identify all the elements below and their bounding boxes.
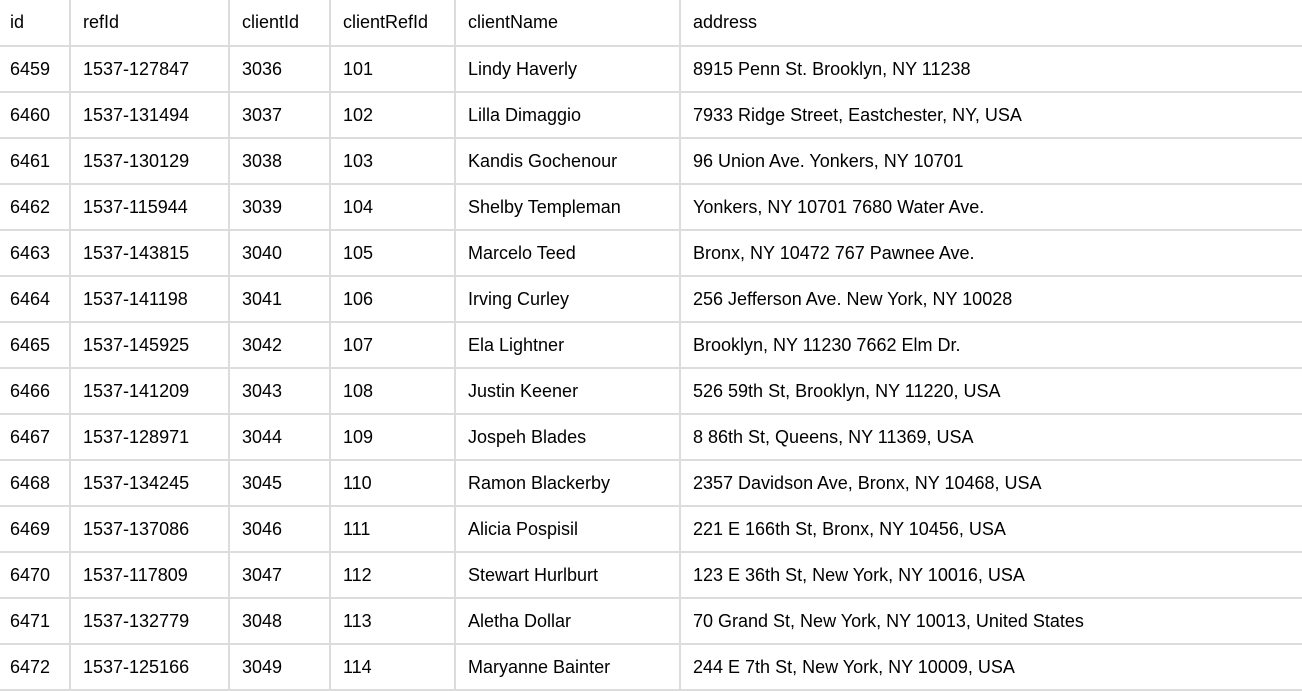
cell-refid[interactable]: 1537-137086 bbox=[70, 506, 229, 552]
cell-clientname[interactable]: Marcelo Teed bbox=[455, 230, 680, 276]
table-row[interactable] bbox=[0, 552, 1302, 598]
cell-clientid[interactable]: 3040 bbox=[229, 230, 330, 276]
table-row[interactable] bbox=[0, 460, 1302, 506]
cell-clientname[interactable]: Alicia Pospisil bbox=[455, 506, 680, 552]
cell-id[interactable]: 6464 bbox=[0, 276, 70, 322]
cell-address[interactable]: 256 Jefferson Ave. New York, NY 10028 bbox=[680, 276, 1302, 322]
cell-id[interactable]: 6467 bbox=[0, 414, 70, 460]
cell-refid[interactable]: 1537-115944 bbox=[70, 184, 229, 230]
cell-refid[interactable]: 1537-141198 bbox=[70, 276, 229, 322]
cell-refid[interactable]: 1537-134245 bbox=[70, 460, 229, 506]
cell-refid[interactable]: 1537-132779 bbox=[70, 598, 229, 644]
cell-clientid[interactable]: 3048 bbox=[229, 598, 330, 644]
cell-clientrefid[interactable]: 114 bbox=[330, 644, 455, 690]
cell-address[interactable]: 70 Grand St, New York, NY 10013, United States bbox=[680, 598, 1302, 644]
cell-clientid[interactable]: 3037 bbox=[229, 92, 330, 138]
column-header-clientid[interactable]: clientId bbox=[229, 0, 330, 46]
cell-id[interactable]: 6465 bbox=[0, 322, 70, 368]
cell-address[interactable]: Yonkers, NY 10701 7680 Water Ave. bbox=[680, 184, 1302, 230]
cell-clientid[interactable]: 3043 bbox=[229, 368, 330, 414]
table-row[interactable] bbox=[0, 92, 1302, 138]
cell-id[interactable]: 6459 bbox=[0, 46, 70, 92]
cell-refid[interactable]: 1537-117809 bbox=[70, 552, 229, 598]
table-row[interactable] bbox=[0, 414, 1302, 460]
cell-clientname[interactable]: Justin Keener bbox=[455, 368, 680, 414]
cell-clientrefid[interactable]: 111 bbox=[330, 506, 455, 552]
cell-clientname[interactable]: Maryanne Bainter bbox=[455, 644, 680, 690]
column-header-id[interactable]: id bbox=[0, 0, 70, 46]
cell-refid[interactable]: 1537-143815 bbox=[70, 230, 229, 276]
cell-clientrefid[interactable]: 103 bbox=[330, 138, 455, 184]
cell-address[interactable]: 244 E 7th St, New York, NY 10009, USA bbox=[680, 644, 1302, 690]
cell-clientid[interactable]: 3047 bbox=[229, 552, 330, 598]
table-row[interactable] bbox=[0, 322, 1302, 368]
cell-clientid[interactable]: 3038 bbox=[229, 138, 330, 184]
column-header-refid[interactable]: refId bbox=[70, 0, 229, 46]
cell-id[interactable]: 6469 bbox=[0, 506, 70, 552]
cell-refid[interactable]: 1537-145925 bbox=[70, 322, 229, 368]
table-row[interactable] bbox=[0, 598, 1302, 644]
cell-id[interactable]: 6468 bbox=[0, 460, 70, 506]
table-row[interactable] bbox=[0, 506, 1302, 552]
cell-clientname[interactable]: Jospeh Blades bbox=[455, 414, 680, 460]
column-header-clientname[interactable]: clientName bbox=[455, 0, 680, 46]
cell-clientrefid[interactable]: 113 bbox=[330, 598, 455, 644]
grid-body bbox=[0, 46, 1302, 690]
cell-id[interactable]: 6461 bbox=[0, 138, 70, 184]
cell-clientname[interactable]: Stewart Hurlburt bbox=[455, 552, 680, 598]
cell-refid[interactable]: 1537-127847 bbox=[70, 46, 229, 92]
cell-clientname[interactable]: Ramon Blackerby bbox=[455, 460, 680, 506]
cell-address[interactable]: 96 Union Ave. Yonkers, NY 10701 bbox=[680, 138, 1302, 184]
cell-id[interactable]: 6466 bbox=[0, 368, 70, 414]
cell-clientid[interactable]: 3036 bbox=[229, 46, 330, 92]
cell-id[interactable]: 6471 bbox=[0, 598, 70, 644]
table-row[interactable] bbox=[0, 644, 1302, 690]
cell-refid[interactable]: 1537-128971 bbox=[70, 414, 229, 460]
column-header-clientrefid[interactable]: clientRefId bbox=[330, 0, 455, 46]
cell-refid[interactable]: 1537-130129 bbox=[70, 138, 229, 184]
table-row[interactable] bbox=[0, 46, 1302, 92]
cell-clientrefid[interactable]: 112 bbox=[330, 552, 455, 598]
cell-address[interactable]: 2357 Davidson Ave, Bronx, NY 10468, USA bbox=[680, 460, 1302, 506]
cell-clientid[interactable]: 3045 bbox=[229, 460, 330, 506]
cell-clientid[interactable]: 3049 bbox=[229, 644, 330, 690]
table-row[interactable] bbox=[0, 230, 1302, 276]
column-header-address[interactable]: address bbox=[680, 0, 1302, 46]
cell-clientrefid[interactable]: 107 bbox=[330, 322, 455, 368]
cell-address[interactable]: 8 86th St, Queens, NY 11369, USA bbox=[680, 414, 1302, 460]
cell-address[interactable]: 8915 Penn St. Brooklyn, NY 11238 bbox=[680, 46, 1302, 92]
cell-address[interactable]: 526 59th St, Brooklyn, NY 11220, USA bbox=[680, 368, 1302, 414]
header-row bbox=[0, 0, 1302, 46]
cell-address[interactable]: Brooklyn, NY 11230 7662 Elm Dr. bbox=[680, 322, 1302, 368]
table-row[interactable] bbox=[0, 138, 1302, 184]
cell-clientname[interactable]: Kandis Gochenour bbox=[455, 138, 680, 184]
cell-clientid[interactable]: 3039 bbox=[229, 184, 330, 230]
table-row[interactable] bbox=[0, 368, 1302, 414]
cell-clientname[interactable]: Ela Lightner bbox=[455, 322, 680, 368]
cell-clientrefid[interactable]: 105 bbox=[330, 230, 455, 276]
table-row[interactable] bbox=[0, 276, 1302, 322]
cell-clientrefid[interactable]: 102 bbox=[330, 92, 455, 138]
cell-clientname[interactable]: Aletha Dollar bbox=[455, 598, 680, 644]
cell-refid[interactable]: 1537-131494 bbox=[70, 92, 229, 138]
cell-clientid[interactable]: 3044 bbox=[229, 414, 330, 460]
cell-refid[interactable]: 1537-125166 bbox=[70, 644, 229, 690]
cell-id[interactable]: 6472 bbox=[0, 644, 70, 690]
cell-address[interactable]: 7933 Ridge Street, Eastchester, NY, USA bbox=[680, 92, 1302, 138]
cell-address[interactable]: 123 E 36th St, New York, NY 10016, USA bbox=[680, 552, 1302, 598]
cell-clientname[interactable]: Irving Curley bbox=[455, 276, 680, 322]
cell-clientrefid[interactable]: 110 bbox=[330, 460, 455, 506]
cell-clientid[interactable]: 3042 bbox=[229, 322, 330, 368]
cell-refid[interactable]: 1537-141209 bbox=[70, 368, 229, 414]
cell-clientname[interactable]: Shelby Templeman bbox=[455, 184, 680, 230]
cell-clientname[interactable]: Lilla Dimaggio bbox=[455, 92, 680, 138]
cell-id[interactable]: 6470 bbox=[0, 552, 70, 598]
cell-id[interactable]: 6460 bbox=[0, 92, 70, 138]
cell-clientid[interactable]: 3041 bbox=[229, 276, 330, 322]
cell-id[interactable]: 6463 bbox=[0, 230, 70, 276]
cell-id[interactable]: 6462 bbox=[0, 184, 70, 230]
cell-clientrefid[interactable]: 101 bbox=[330, 46, 455, 92]
cell-clientname[interactable]: Lindy Haverly bbox=[455, 46, 680, 92]
cell-address[interactable]: Bronx, NY 10472 767 Pawnee Ave. bbox=[680, 230, 1302, 276]
cell-clientid[interactable]: 3046 bbox=[229, 506, 330, 552]
cell-clientrefid[interactable]: 108 bbox=[330, 368, 455, 414]
cell-clientrefid[interactable]: 109 bbox=[330, 414, 455, 460]
cell-address[interactable]: 221 E 166th St, Bronx, NY 10456, USA bbox=[680, 506, 1302, 552]
cell-clientrefid[interactable]: 104 bbox=[330, 184, 455, 230]
cell-clientrefid[interactable]: 106 bbox=[330, 276, 455, 322]
table-row[interactable] bbox=[0, 184, 1302, 230]
